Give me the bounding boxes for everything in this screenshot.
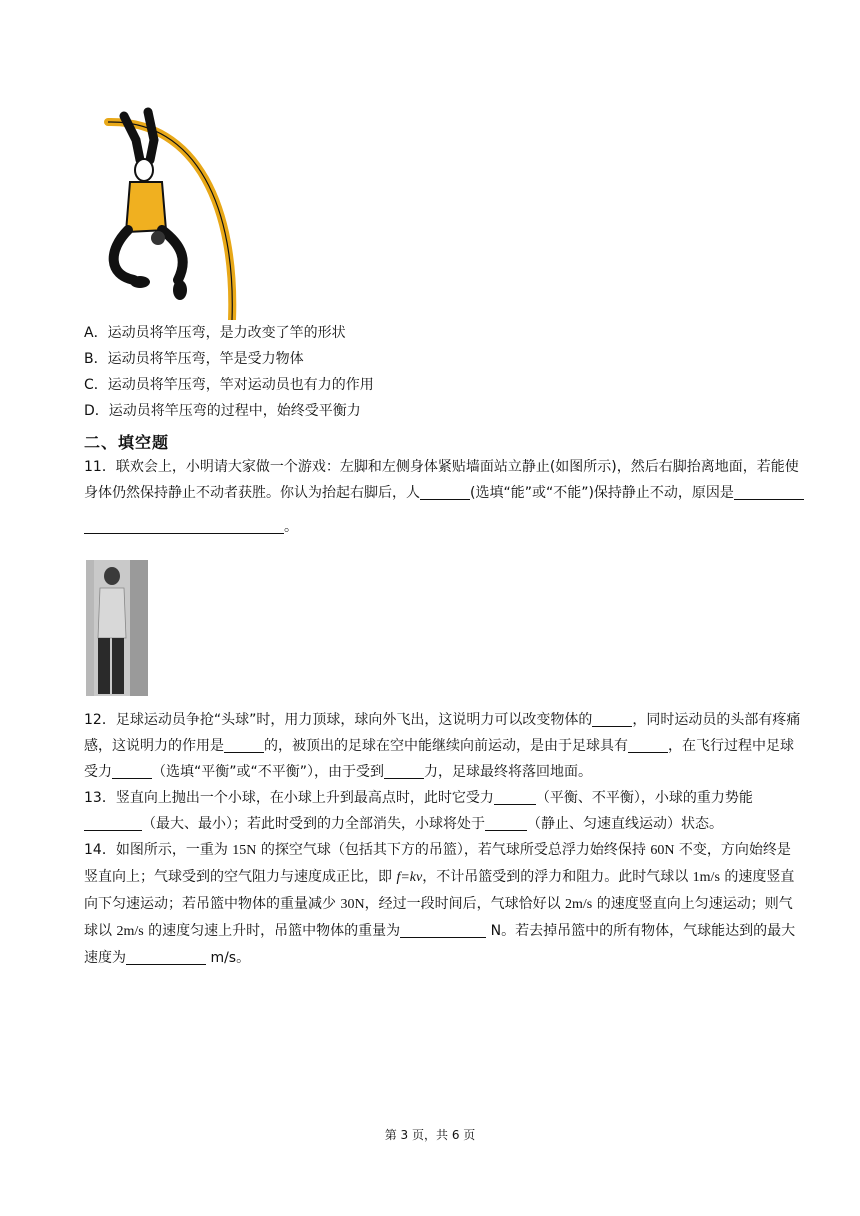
q14-text-8: 的速度匀速上升时，吊篮中物体的重量为: [148, 923, 401, 939]
q13-text-2: （平衡、不平衡），小球的重力势能: [535, 790, 753, 806]
pole-vault-figure: [78, 100, 248, 320]
q14-value-speed-2: 2m/s: [565, 897, 593, 912]
q11-blank-3[interactable]: [84, 517, 284, 534]
q12-blank-2[interactable]: [224, 736, 264, 753]
q14-value-reduction: 30N: [340, 897, 365, 912]
q13-text-3: （最大、最小）；若此时受到的力全部消失，小球将处于: [142, 816, 485, 832]
q14-text-10: m/s。: [210, 950, 251, 966]
section-title: 二、填空题: [84, 433, 170, 452]
q11-blank-2[interactable]: [734, 483, 804, 500]
q14-value-buoyancy: 60N: [650, 843, 675, 858]
q14-text-9: N。若去掉吊篮中的所有物体，气球能达到的最大速度为: [84, 923, 796, 966]
q14-formula: f=kv: [396, 870, 423, 885]
question-11: [84, 454, 804, 540]
q14-text-3: 不变，方向始终是竖直向上；气球受到的空气阻力与速度成正比，即: [84, 842, 791, 885]
q12-blank-1[interactable]: [592, 710, 632, 727]
q14-blank-2[interactable]: [126, 948, 206, 965]
person-torso: [98, 588, 126, 638]
wall-standing-photo: [86, 560, 148, 696]
q14-text-7: 的速度竖直向上匀速运动；则气球以: [84, 896, 793, 939]
q13-text-4: （静止、匀速直线运动）状态。: [527, 816, 723, 832]
q12-text-6: 力，足球最终将落回地面。: [424, 764, 593, 780]
athlete-singlet: [126, 182, 166, 232]
q12-text-3: 的，被顶出的足球在空中能继续向前运动，是由于足球具有: [264, 738, 628, 754]
question-12: [84, 707, 804, 785]
athlete-head: [135, 159, 153, 181]
q14-blank-1[interactable]: [400, 921, 486, 938]
q13-text-1: 13．竖直向上抛出一个小球，在小球上升到最高点时，此时它受力: [84, 790, 494, 806]
q12-text-4: ，在飞行过程中足球受力: [84, 738, 794, 780]
q14-text-2: 的探空气球（包括其下方的吊篮），若气球所受总浮力始终保持: [260, 842, 646, 858]
option-c: C．运动员将竿压弯，竿对运动员也有力的作用: [84, 377, 374, 393]
question-13: [84, 785, 804, 837]
question-14: [84, 837, 804, 971]
page-footer: 第 3 页，共 6 页: [384, 1128, 476, 1142]
q14-text-1: 14．如图所示，一重为: [84, 842, 228, 858]
option-d: D．运动员将竿压弯的过程中，始终受平衡力: [84, 403, 361, 419]
option-b: B．运动员将竿压弯，竿是受力物体: [84, 351, 304, 367]
q11-text-2: (选填“能”或“不能”)保持静止不动，原因是: [470, 485, 734, 501]
q13-blank-3[interactable]: [485, 814, 527, 831]
q14-value-weight: 15N: [232, 843, 257, 858]
option-a: A．运动员将竿压弯，是力改变了竿的形状: [84, 325, 346, 341]
person-head: [104, 567, 120, 585]
q14-value-speed-1: 1m/s: [692, 870, 720, 885]
q14-text-4: ，不计吊篮受到的浮力和阻力。此时气球以: [422, 869, 689, 885]
q11-text-3: 。: [284, 519, 298, 535]
q13-blank-2[interactable]: [84, 814, 142, 831]
q12-text-1: 12．足球运动员争抢“头球”时，用力顶球，球向外飞出，这说明力可以改变物体的: [84, 712, 593, 728]
q14-value-speed-3: 2m/s: [116, 924, 144, 939]
q14-text-5: 的速度竖直向下匀速运动；若吊篮中物体的重量减少: [84, 869, 795, 912]
q12-blank-3[interactable]: [628, 736, 668, 753]
q12-blank-4[interactable]: [112, 762, 152, 779]
q12-blank-5[interactable]: [384, 762, 424, 779]
q14-text-6: ，经过一段时间后，气球恰好以: [364, 896, 561, 912]
q12-text-5: （选填“平衡”或“不平衡”），由于受到: [152, 764, 385, 780]
q12-text-2: ，同时运动员的头部有疼痛感，这说明力的作用是: [84, 712, 801, 754]
q11-blank-1[interactable]: [420, 483, 470, 500]
q13-blank-1[interactable]: [494, 788, 536, 805]
q11-text-1: 11．联欢会上，小明请大家做一个游戏：左脚和左侧身体紧贴墙面站立静止(如图所示)，然后右脚抬离地面，若能使身体仍然保持静止不动者获胜。你认为抬起右脚后，人: [84, 459, 799, 501]
